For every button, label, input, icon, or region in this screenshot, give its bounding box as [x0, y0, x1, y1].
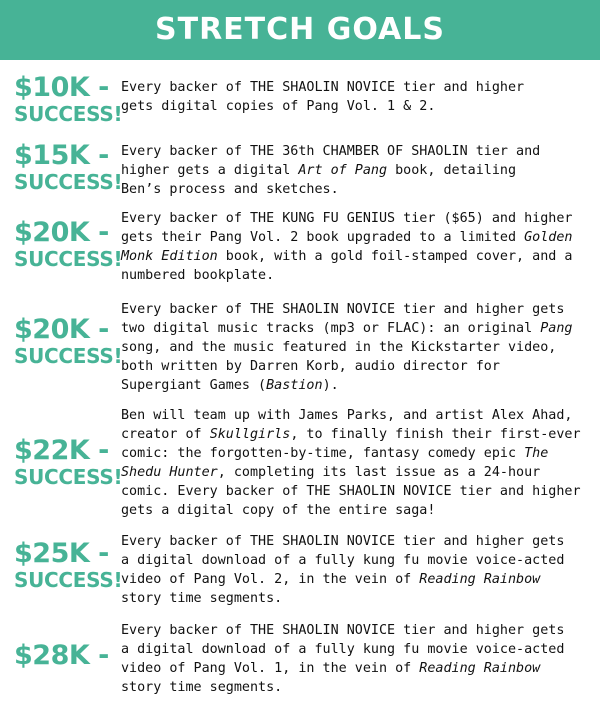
description-line	[121, 482, 593, 501]
goal-description	[121, 78, 593, 116]
goal-label	[14, 217, 123, 271]
description-text: Every backer of THE SHAOLIN NOVICE tier and higher gets	[121, 623, 565, 638]
description-text: gets a digital copy of the entire saga!	[121, 503, 436, 518]
description-line	[121, 247, 593, 266]
goal-amount: $25K -	[14, 538, 109, 569]
description-text: numbered bookplate.	[121, 268, 275, 283]
italic-title-text: Skullgirls	[209, 427, 291, 442]
description-text: Ben will team up with James Parks, and artist Alex Ahad,	[121, 408, 573, 423]
description-line	[121, 659, 593, 678]
description-line	[121, 300, 593, 319]
description-line	[121, 406, 593, 425]
goal-status: SUCCESS!	[14, 568, 123, 592]
italic-title-text: Pang	[540, 321, 573, 336]
description-text: gets digital copies of Pang Vol. 1 & 2.	[121, 99, 436, 114]
description-line	[121, 161, 593, 180]
description-text: comic. Every backer of THE SHAOLIN NOVICE tier and higher	[121, 484, 581, 499]
description-line	[121, 338, 593, 357]
description-text: Every backer of THE KUNG FU GENIUS tier ($65) and higher	[121, 211, 573, 226]
description-text: comic: the forgotten-by-time, fantasy comedy epic	[121, 446, 525, 461]
italic-title-text: Golden	[524, 230, 573, 245]
italic-title-text: Monk Edition	[121, 249, 218, 264]
description-text: book, with a gold foil-stamped cover, and a	[217, 249, 573, 264]
description-line	[121, 425, 593, 444]
description-text: creator of	[121, 427, 210, 442]
description-text: song, and the music featured in the Kickstarter video,	[121, 340, 557, 355]
description-line	[121, 551, 593, 570]
description-line	[121, 463, 593, 482]
description-text: both written by Darren Korb, audio director for	[121, 359, 500, 374]
goal-label	[14, 140, 123, 194]
goal-amount: $28K -	[14, 640, 109, 671]
goal-description	[121, 406, 593, 520]
goal-label	[14, 538, 123, 592]
goal-description	[121, 300, 593, 395]
header-banner	[0, 0, 600, 60]
goal-description	[121, 209, 593, 285]
goal-label	[14, 435, 123, 489]
page-title: STRETCH GOALS	[155, 12, 445, 47]
description-text: a digital download of a fully kung fu movie voice-acted	[121, 553, 565, 568]
goal-amount: $22K -	[14, 435, 109, 466]
goal-status: SUCCESS!	[14, 465, 123, 489]
description-text: book, detailing	[387, 163, 517, 178]
description-line	[121, 640, 593, 659]
italic-title-text: Reading Rainbow	[419, 572, 541, 587]
description-text: a digital download of a fully kung fu movie voice-acted	[121, 642, 565, 657]
description-text: Ben’s process and sketches.	[121, 182, 339, 197]
description-text: Supergiant Games (	[121, 378, 267, 393]
description-line	[121, 621, 593, 640]
italic-title-text: Bastion	[266, 378, 323, 393]
description-line	[121, 532, 593, 551]
description-text: video of Pang Vol. 1, in the vein of	[121, 661, 420, 676]
description-line	[121, 570, 593, 589]
description-text: Every backer of THE 36th CHAMBER OF SHAOLIN tier and	[121, 144, 541, 159]
description-line	[121, 589, 593, 608]
description-line	[121, 678, 593, 697]
description-text: ).	[322, 378, 339, 393]
description-line	[121, 180, 593, 199]
description-text: , completing its last issue as a 24-hour	[217, 465, 541, 480]
goal-label	[14, 314, 123, 368]
goal-description	[121, 532, 593, 608]
description-line	[121, 142, 593, 161]
goal-status: SUCCESS!	[14, 344, 123, 368]
goal-status: SUCCESS!	[14, 247, 123, 271]
goal-amount: $15K -	[14, 140, 109, 171]
italic-title-text: Art of Pang	[298, 163, 388, 178]
description-text: higher gets a digital	[121, 163, 299, 178]
description-text: video of Pang Vol. 2, in the vein of	[121, 572, 420, 587]
goal-status: SUCCESS!	[14, 170, 123, 194]
goal-amount: $20K -	[14, 314, 109, 345]
goal-status: SUCCESS!	[14, 102, 123, 126]
goal-label	[14, 72, 123, 126]
description-line	[121, 97, 593, 116]
description-line	[121, 376, 593, 395]
description-line	[121, 228, 593, 247]
description-line	[121, 78, 593, 97]
italic-title-text: Shedu Hunter	[121, 465, 218, 480]
description-text: two digital music tracks (mp3 or FLAC): an original	[121, 321, 541, 336]
description-text: gets their Pang Vol. 2 book upgraded to a limited	[121, 230, 525, 245]
description-line	[121, 319, 593, 338]
description-text: Every backer of THE SHAOLIN NOVICE tier and higher	[121, 80, 525, 95]
description-text: story time segments.	[121, 680, 283, 695]
description-line	[121, 209, 593, 228]
goal-description	[121, 621, 593, 697]
description-text: Every backer of THE SHAOLIN NOVICE tier and higher gets	[121, 302, 565, 317]
description-line	[121, 357, 593, 376]
description-text: story time segments.	[121, 591, 283, 606]
goal-description	[121, 142, 593, 199]
goal-amount: $10K -	[14, 72, 109, 103]
description-text: Every backer of THE SHAOLIN NOVICE tier and higher gets	[121, 534, 565, 549]
description-line	[121, 266, 593, 285]
italic-title-text: The	[524, 446, 549, 461]
description-line	[121, 444, 593, 463]
description-line	[121, 501, 593, 520]
description-text: , to finally finish their first-ever	[290, 427, 581, 442]
goal-label	[14, 641, 116, 670]
goal-amount: $20K -	[14, 217, 109, 248]
italic-title-text: Reading Rainbow	[419, 661, 541, 676]
